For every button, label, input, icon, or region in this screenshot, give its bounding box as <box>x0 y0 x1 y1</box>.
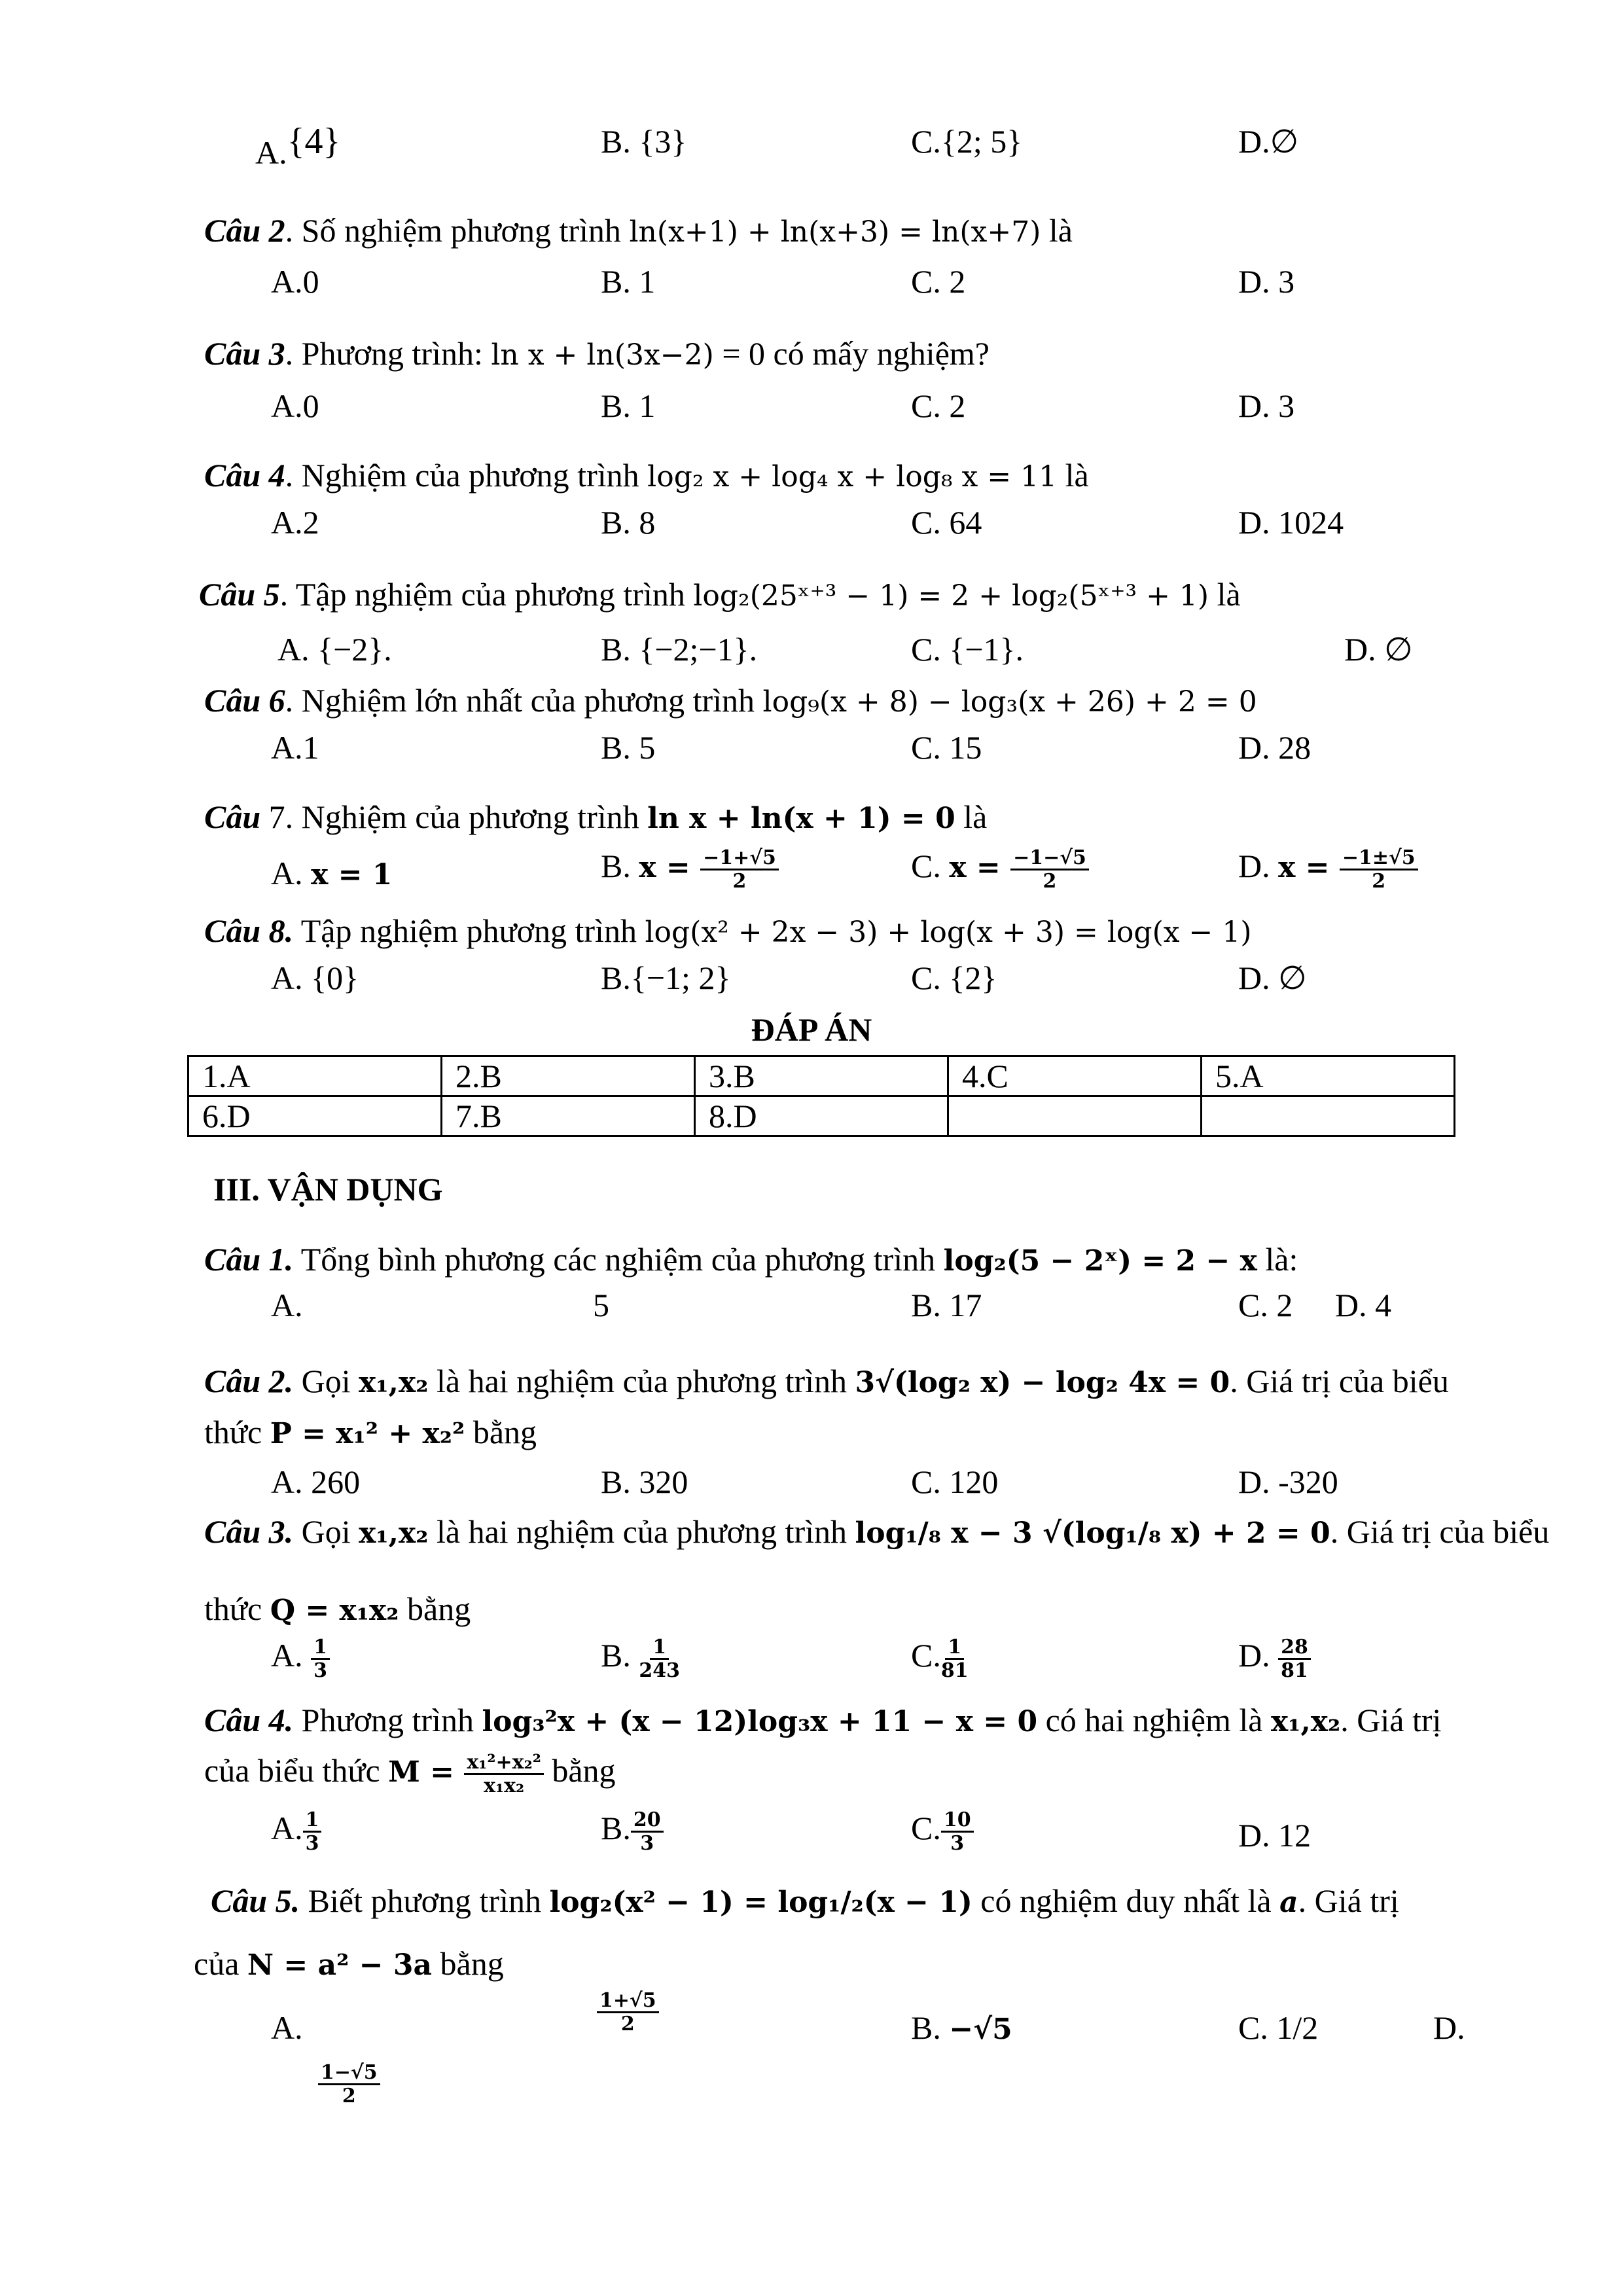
q7-option-d-numerator: −1±√5 <box>1340 847 1418 870</box>
application-question-5-label: Câu 5. <box>211 1882 300 1919</box>
v4-option-c-label: C. <box>911 1809 941 1846</box>
v2-option-c: C. 120 <box>911 1463 999 1500</box>
question-4 <box>204 457 1089 495</box>
q3-option-d: D. 3 <box>1238 387 1295 424</box>
q7-option-c-pre: x = <box>949 850 1011 884</box>
v5-option-d-numerator: 1−√5 <box>318 2062 380 2085</box>
q7-option-c <box>911 847 1089 892</box>
v5-option-c: C. 1/2 <box>1238 2009 1319 2046</box>
section-heading: III. VẬN DỤNG <box>213 1171 443 1208</box>
q6-option-c: C. 15 <box>911 729 982 766</box>
application-question-4 <box>204 1702 1441 1740</box>
question-5 <box>199 576 1241 614</box>
application-question-1-text: Tổng bình phương các nghiệm của phương trình <box>293 1241 944 1278</box>
question-2-label: Câu 2 <box>204 212 285 249</box>
q6-option-b: B. 5 <box>601 729 656 766</box>
v2-option-d: D. -320 <box>1238 1463 1338 1500</box>
v5-option-d: D. <box>1433 2009 1465 2046</box>
question-3-text: . Phương trình: <box>285 335 491 372</box>
q7-option-c-numerator: −1−√5 <box>1010 847 1089 870</box>
q1-option-d: D.∅ <box>1238 123 1299 160</box>
q2-option-d: D. 3 <box>1238 263 1295 300</box>
v3-option-d-label: D. <box>1238 1636 1279 1674</box>
q8-option-c: C. {2} <box>911 960 997 996</box>
v5-option-b-math: −√5 <box>949 2013 1012 2046</box>
table-row <box>188 1096 1455 1136</box>
application-question-3-label: Câu 3. <box>204 1513 294 1550</box>
application-question-4-denominator: x₁x₂ <box>484 1774 525 1797</box>
question-2 <box>204 212 1073 250</box>
v2-option-b: B. 320 <box>601 1463 688 1500</box>
application-question-2-text3: . Giá trị của biểu <box>1230 1363 1449 1399</box>
question-7-math: ln x + ln(x + 1) = 0 <box>647 802 955 835</box>
q3-option-a: A.0 <box>271 387 319 424</box>
v4-option-a-numerator: 1 <box>303 1809 322 1833</box>
application-question-2-text2: là hai nghiệm của phương trình <box>428 1363 855 1399</box>
v5-option-d-value <box>318 2062 380 2107</box>
question-3 <box>204 335 990 373</box>
v1-option-d: D. 4 <box>1335 1287 1392 1323</box>
q6-option-d: D. 28 <box>1238 729 1311 766</box>
answer-cell: 4.C <box>948 1056 1202 1096</box>
q1-option-a-label: A. <box>255 134 287 171</box>
q6-option-a: A.1 <box>271 729 319 766</box>
question-8 <box>204 912 1252 950</box>
application-question-2-expression: P = x₁² + x₂² <box>270 1417 465 1450</box>
question-8-text: Tập nghiệm phương trình <box>293 912 645 949</box>
application-question-4-line2 <box>204 1751 616 1797</box>
application-question-4-label: Câu 4. <box>204 1702 294 1738</box>
question-7-text: 7. Nghiệm của phương trình <box>260 798 648 835</box>
q7-option-b <box>601 847 779 892</box>
answer-cell: 1.A <box>188 1056 442 1096</box>
v4-option-b <box>601 1809 664 1854</box>
application-question-3 <box>204 1513 1549 1551</box>
v5-option-a-value <box>597 1990 659 2035</box>
q5-option-d: D. ∅ <box>1344 631 1413 668</box>
q4-option-b: B. 8 <box>601 504 656 541</box>
question-7 <box>204 798 987 836</box>
question-8-math: log(x² + 2x − 3) + log(x + 3) = log(x − 1) <box>645 916 1252 949</box>
application-question-3-line2 <box>204 1590 471 1628</box>
v5-option-a: A. <box>271 2009 303 2046</box>
application-question-5-line2-text: của <box>194 1945 247 1982</box>
v1-option-c: C. 2 <box>1238 1287 1293 1323</box>
application-question-5-root: a <box>1279 1886 1298 1919</box>
q7-option-d-label: D. <box>1238 847 1279 884</box>
question-4-tail: là <box>1057 457 1089 493</box>
application-question-2-text: Gọi <box>293 1363 359 1399</box>
q4-option-c: C. 64 <box>911 504 982 541</box>
q1-option-b: B. {3} <box>601 123 687 160</box>
v3-option-b-numerator: 1 <box>650 1636 669 1660</box>
application-question-3-text2: là hai nghiệm của phương trình <box>428 1513 855 1550</box>
v5-option-b-label: B. <box>911 2009 950 2046</box>
application-question-3-expression: Q = x₁x₂ <box>270 1594 399 1627</box>
v4-option-d: D. 12 <box>1238 1817 1311 1854</box>
application-question-1 <box>204 1241 1298 1279</box>
application-question-2-line2 <box>204 1414 537 1452</box>
question-8-label: Câu 8. <box>204 912 294 949</box>
application-question-5-line2-tail: bằng <box>432 1945 504 1982</box>
application-question-3-line2-tail: bằng <box>399 1590 471 1627</box>
q2-option-c: C. 2 <box>911 263 966 300</box>
question-5-text: . Tập nghiệm của phương trình <box>279 576 694 613</box>
q2-option-a: A.0 <box>271 263 319 300</box>
q7-option-b-label: B. <box>601 847 639 884</box>
q7-option-d-denominator: 2 <box>1372 870 1386 893</box>
question-4-math: log₂ x + log₄ x + log₈ x = 11 <box>647 460 1058 493</box>
question-5-tail: là <box>1209 576 1241 613</box>
q7-option-b-denominator: 2 <box>732 870 747 893</box>
application-question-2-line2-text: thức <box>204 1414 270 1450</box>
application-question-2 <box>204 1363 1449 1401</box>
q1-option-c: C.{2; 5} <box>911 123 1023 160</box>
application-question-1-label: Câu 1. <box>204 1241 294 1278</box>
application-question-3-line2-text: thức <box>204 1590 270 1627</box>
application-question-4-math: log₃²x + (x − 12)log₃x + 11 − x = 0 <box>482 1705 1038 1738</box>
question-7-tail: là <box>955 798 988 835</box>
v5-option-d-denominator: 2 <box>342 2085 356 2108</box>
q8-option-d: D. ∅ <box>1238 960 1307 996</box>
q5-option-b: B. {−2;−1}. <box>601 631 758 668</box>
application-question-3-text: Gọi <box>293 1513 359 1550</box>
question-2-math: ln(x+1) + ln(x+3) = ln(x+7) <box>629 215 1041 249</box>
v5-option-a-numerator: 1+√5 <box>597 1990 659 2013</box>
application-question-4-text3: . Giá trị <box>1340 1702 1442 1738</box>
question-2-tail: là <box>1041 212 1073 249</box>
application-question-4-line2-text: của biểu thức <box>204 1751 389 1789</box>
answer-cell <box>948 1096 1202 1136</box>
v3-option-c <box>911 1636 969 1681</box>
v4-option-b-numerator: 20 <box>631 1809 664 1833</box>
answer-cell: 8.D <box>695 1096 948 1136</box>
v4-option-b-label: B. <box>601 1809 631 1846</box>
q5-option-a: A. {−2}. <box>277 631 392 668</box>
q1-option-a-value: {4} <box>287 121 341 162</box>
v3-option-b <box>601 1636 680 1681</box>
application-question-3-math: log₁/₈ x − 3 √(log₁/₈ x) + 2 = 0 <box>855 1516 1330 1550</box>
v3-option-a <box>271 1636 330 1681</box>
question-4-text: . Nghiệm của phương trình <box>285 457 648 493</box>
question-6 <box>204 682 1257 720</box>
v4-option-a-label: A. <box>271 1809 303 1846</box>
application-question-4-text2: có hai nghiệm là <box>1037 1702 1271 1738</box>
application-question-2-label: Câu 2. <box>204 1363 294 1399</box>
application-question-4-text: Phương trình <box>293 1702 482 1738</box>
application-question-3-text3: . Giá trị của biểu <box>1330 1513 1550 1550</box>
v3-option-a-numerator: 1 <box>311 1636 330 1660</box>
application-question-5-text3: . Giá trị <box>1298 1882 1399 1919</box>
application-question-4-roots: x₁,x₂ <box>1270 1705 1341 1738</box>
application-question-2-math: 3√(log₂ x) − log₂ 4x = 0 <box>855 1366 1230 1399</box>
answer-cell: 2.B <box>442 1056 695 1096</box>
question-6-text: . Nghiệm lớn nhất của phương trình <box>285 682 763 719</box>
q7-option-b-pre: x = <box>639 850 701 884</box>
application-question-5-line2 <box>194 1945 504 1983</box>
v3-option-c-numerator: 1 <box>945 1636 964 1660</box>
answer-cell <box>1202 1096 1455 1136</box>
v3-option-b-denominator: 243 <box>639 1659 680 1682</box>
application-question-2-roots: x₁,x₂ <box>359 1366 429 1399</box>
question-5-math: log₂(25ˣ⁺³ − 1) = 2 + log₂(5ˣ⁺³ + 1) <box>693 579 1209 613</box>
table-row <box>188 1056 1455 1096</box>
v4-option-b-denominator: 3 <box>640 1832 654 1855</box>
v3-option-d-denominator: 81 <box>1281 1659 1308 1682</box>
v4-option-a <box>271 1809 321 1854</box>
q7-option-a-label: A. <box>271 855 312 891</box>
v3-option-d-numerator: 28 <box>1278 1636 1311 1660</box>
answer-key-title: ĐÁP ÁN <box>751 1011 872 1048</box>
question-3-label: Câu 3 <box>204 335 285 372</box>
v4-option-a-denominator: 3 <box>305 1832 319 1855</box>
question-6-math: log₉(x + 8) − log₃(x + 26) + 2 = 0 <box>762 685 1257 719</box>
v3-option-d <box>1238 1636 1311 1681</box>
application-question-5-text2: có nghiệm duy nhất là <box>972 1882 1280 1919</box>
q7-option-a <box>271 855 392 893</box>
v3-option-a-label: A. <box>271 1636 312 1674</box>
application-question-5 <box>211 1882 1399 1920</box>
answer-cell: 3.B <box>695 1056 948 1096</box>
q8-option-a: A. {0} <box>271 960 359 996</box>
v3-option-a-denominator: 3 <box>313 1659 327 1682</box>
answer-cell: 5.A <box>1202 1056 1455 1096</box>
q3-option-c: C. 2 <box>911 387 966 424</box>
v4-option-c <box>911 1809 974 1854</box>
q7-option-b-numerator: −1+√5 <box>700 847 779 870</box>
application-question-4-expression: M = <box>388 1755 465 1789</box>
question-3-tail: = 0 có mấy nghiệm? <box>713 335 990 372</box>
q7-option-d <box>1238 847 1418 892</box>
v5-option-b <box>911 2009 1012 2047</box>
q1-option-a <box>255 121 341 173</box>
q4-option-d: D. 1024 <box>1238 504 1344 541</box>
q7-option-c-denominator: 2 <box>1043 870 1057 893</box>
application-question-5-text: Biết phương trình <box>300 1882 550 1919</box>
application-question-5-expression: N = a² − 3a <box>247 1948 433 1982</box>
question-5-label: Câu 5 <box>199 576 280 613</box>
v5-option-a-denominator: 2 <box>620 2013 635 2036</box>
application-question-1-tail: là: <box>1257 1241 1298 1278</box>
question-6-label: Câu 6 <box>204 682 285 719</box>
application-question-4-line2-tail: bằng <box>543 1751 616 1789</box>
v2-option-a: A. 260 <box>271 1463 361 1500</box>
v3-option-b-label: B. <box>601 1636 639 1674</box>
q2-option-b: B. 1 <box>601 263 656 300</box>
v3-option-c-label: C. <box>911 1636 941 1674</box>
q5-option-c: C. {−1}. <box>911 631 1024 668</box>
q7-option-c-label: C. <box>911 847 950 884</box>
application-question-5-math: log₂(x² − 1) = log₁/₂(x − 1) <box>549 1886 972 1919</box>
q3-option-b: B. 1 <box>601 387 656 424</box>
answer-cell: 7.B <box>442 1096 695 1136</box>
answer-key-table <box>187 1055 1455 1137</box>
application-question-1-math: log₂(5 − 2ˣ) = 2 − x <box>943 1244 1257 1278</box>
v1-option-a-value: 5 <box>593 1287 609 1323</box>
application-question-3-roots: x₁,x₂ <box>359 1516 429 1550</box>
question-2-text: . Số nghiệm phương trình <box>285 212 630 249</box>
application-question-2-line2-tail: bằng <box>465 1414 537 1450</box>
q8-option-b: B.{−1; 2} <box>601 960 731 996</box>
q7-option-d-pre: x = <box>1278 850 1340 884</box>
v4-option-c-numerator: 10 <box>941 1809 974 1833</box>
v3-option-c-denominator: 81 <box>940 1659 969 1682</box>
q7-option-a-math: x = 1 <box>311 858 393 891</box>
v1-option-b: B. 17 <box>911 1287 982 1323</box>
answer-cell: 6.D <box>188 1096 442 1136</box>
application-question-4-numerator: x₁²+x₂² <box>464 1751 543 1775</box>
question-4-label: Câu 4 <box>204 457 285 493</box>
question-7-label: Câu <box>204 798 261 835</box>
v1-option-a: A. <box>271 1287 303 1323</box>
q4-option-a: A.2 <box>271 504 319 541</box>
v4-option-c-denominator: 3 <box>950 1832 965 1855</box>
question-3-math: ln x + ln(3x−2) <box>491 338 714 372</box>
